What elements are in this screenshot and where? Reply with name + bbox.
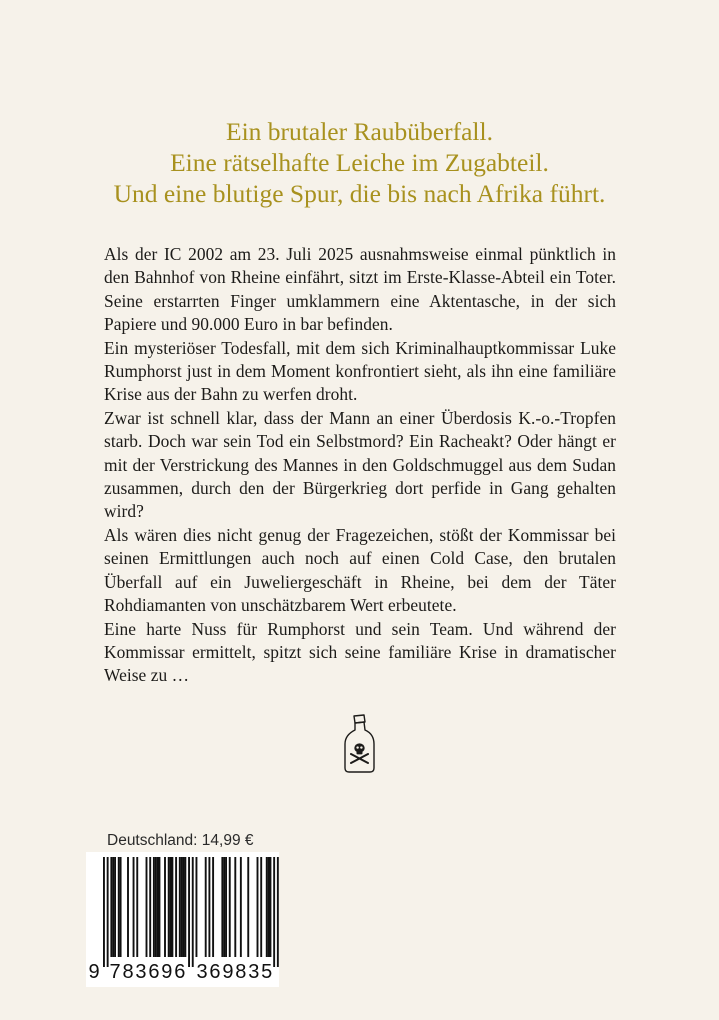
barcode-bar bbox=[223, 857, 225, 957]
barcode-bar bbox=[146, 857, 148, 957]
barcode-bar bbox=[155, 857, 157, 957]
barcode-bar bbox=[221, 857, 223, 957]
blurb-paragraph: Als wären dies nicht genug der Fragezeichen, stößt der Kommissar bei seinen Ermittlungen auch noch auf einen Cold Case, den brutalen Überfall auf ein Juweliergeschäft in Rheine, bei dem der Täter Rohdiamanten von unschätzbarem Wert erbeutete. bbox=[104, 524, 616, 616]
barcode-bar bbox=[171, 857, 173, 957]
barcode-bar bbox=[225, 857, 227, 957]
isbn-digit: 3 bbox=[196, 961, 208, 983]
isbn-digit: 5 bbox=[261, 961, 273, 983]
barcode-bar bbox=[181, 857, 183, 957]
blurb-paragraph: Ein mysteriöser Todesfall, mit dem sich Kriminalhauptkommissar Luke Rumphorst just in dem Moment konfrontiert sieht, als ihn eine familiäre Krise aus der Bahn zu werfen droht. bbox=[104, 337, 616, 405]
barcode-bar bbox=[266, 857, 268, 957]
barcode-bar bbox=[118, 857, 120, 957]
tagline bbox=[0, 116, 719, 209]
isbn-digit: 3 bbox=[135, 961, 147, 983]
tagline-line: Und eine blutige Spur, die bis nach Afrika führt. bbox=[113, 179, 606, 208]
tagline-line: Eine rätselhafte Leiche im Zugabteil. bbox=[170, 148, 549, 177]
barcode-bar bbox=[110, 857, 112, 957]
barcode-bar bbox=[168, 857, 170, 957]
barcode-bar bbox=[170, 857, 172, 957]
blurb-paragraph: Eine harte Nuss für Rumphorst und sein Team. Und während der Kommissar ermittelt, spitzt sich seine familiäre Krise in dramatischer Weise zu … bbox=[104, 618, 616, 686]
barcode-bar bbox=[136, 857, 138, 957]
barcode-bar bbox=[273, 857, 275, 967]
isbn-digit: 7 bbox=[109, 961, 121, 983]
barcode-bar bbox=[183, 857, 185, 957]
barcode-bar bbox=[179, 857, 181, 957]
barcode-bar bbox=[260, 857, 262, 957]
barcode-bar bbox=[114, 857, 116, 957]
barcode-bar bbox=[159, 857, 161, 957]
barcode-bar bbox=[234, 857, 236, 957]
barcode-bar bbox=[184, 857, 186, 957]
isbn-barcode bbox=[86, 852, 279, 987]
barcode-bar bbox=[240, 857, 242, 957]
barcode-bar bbox=[153, 857, 155, 957]
barcode-bar bbox=[149, 857, 151, 957]
barcode-bar bbox=[133, 857, 135, 957]
isbn-digit: 8 bbox=[235, 961, 247, 983]
barcode-bar bbox=[164, 857, 166, 957]
barcode-bar bbox=[270, 857, 272, 957]
isbn-digit: 9 bbox=[88, 961, 100, 983]
poison-bottle-icon bbox=[339, 713, 379, 775]
barcode-bar bbox=[120, 857, 122, 957]
isbn-digit: 6 bbox=[174, 961, 186, 983]
isbn-digit: 8 bbox=[122, 961, 134, 983]
barcode-bar bbox=[268, 857, 270, 957]
isbn-digit: 6 bbox=[209, 961, 221, 983]
isbn-digit: 9 bbox=[222, 961, 234, 983]
barcode-bar bbox=[107, 857, 109, 967]
barcode-bar bbox=[212, 857, 214, 957]
barcode-bar bbox=[188, 857, 190, 967]
barcode-bar bbox=[277, 857, 279, 967]
barcode-bar bbox=[247, 857, 249, 957]
blurb-text bbox=[104, 243, 616, 688]
price-label: Deutschland: 14,99 € bbox=[107, 832, 254, 849]
barcode-bar bbox=[157, 857, 159, 957]
isbn-digit: 9 bbox=[161, 961, 173, 983]
blurb-paragraph: Zwar ist schnell klar, dass der Mann an einer Überdosis K.-o.-Tropfen starb. Doch war sein Tod ein Selbstmord? Ein Racheakt? Oder hängt er mit der Verstrickung des Mannes in den Goldschmuggel aus dem Sudan zusammen, durch den der Bürgerkrieg dort perfide in Gang gehalten wird? bbox=[104, 407, 616, 522]
barcode-bar bbox=[192, 857, 194, 967]
barcode-bar bbox=[196, 857, 198, 957]
barcode-bar bbox=[175, 857, 177, 957]
tagline-line: Ein brutaler Raubüberfall. bbox=[226, 117, 493, 146]
barcode-bar bbox=[208, 857, 210, 957]
blurb-paragraph: Als der IC 2002 am 23. Juli 2025 ausnahmsweise einmal pünktlich in den Bahnhof von Rheine einfährt, sitzt im Erste-Klasse-Abteil ein Toter. Seine erstarrten Finger umklammern eine Aktentasche, in der sich Papiere und 90.000 Euro in bar befinden. bbox=[104, 244, 616, 335]
barcode-bar bbox=[127, 857, 129, 957]
barcode-bar bbox=[103, 857, 105, 967]
barcode-bar bbox=[112, 857, 114, 957]
isbn-digit: 3 bbox=[248, 961, 260, 983]
barcode-bar bbox=[257, 857, 259, 957]
barcode-bar bbox=[205, 857, 207, 957]
barcode-bar bbox=[229, 857, 231, 957]
isbn-digit: 6 bbox=[148, 961, 160, 983]
